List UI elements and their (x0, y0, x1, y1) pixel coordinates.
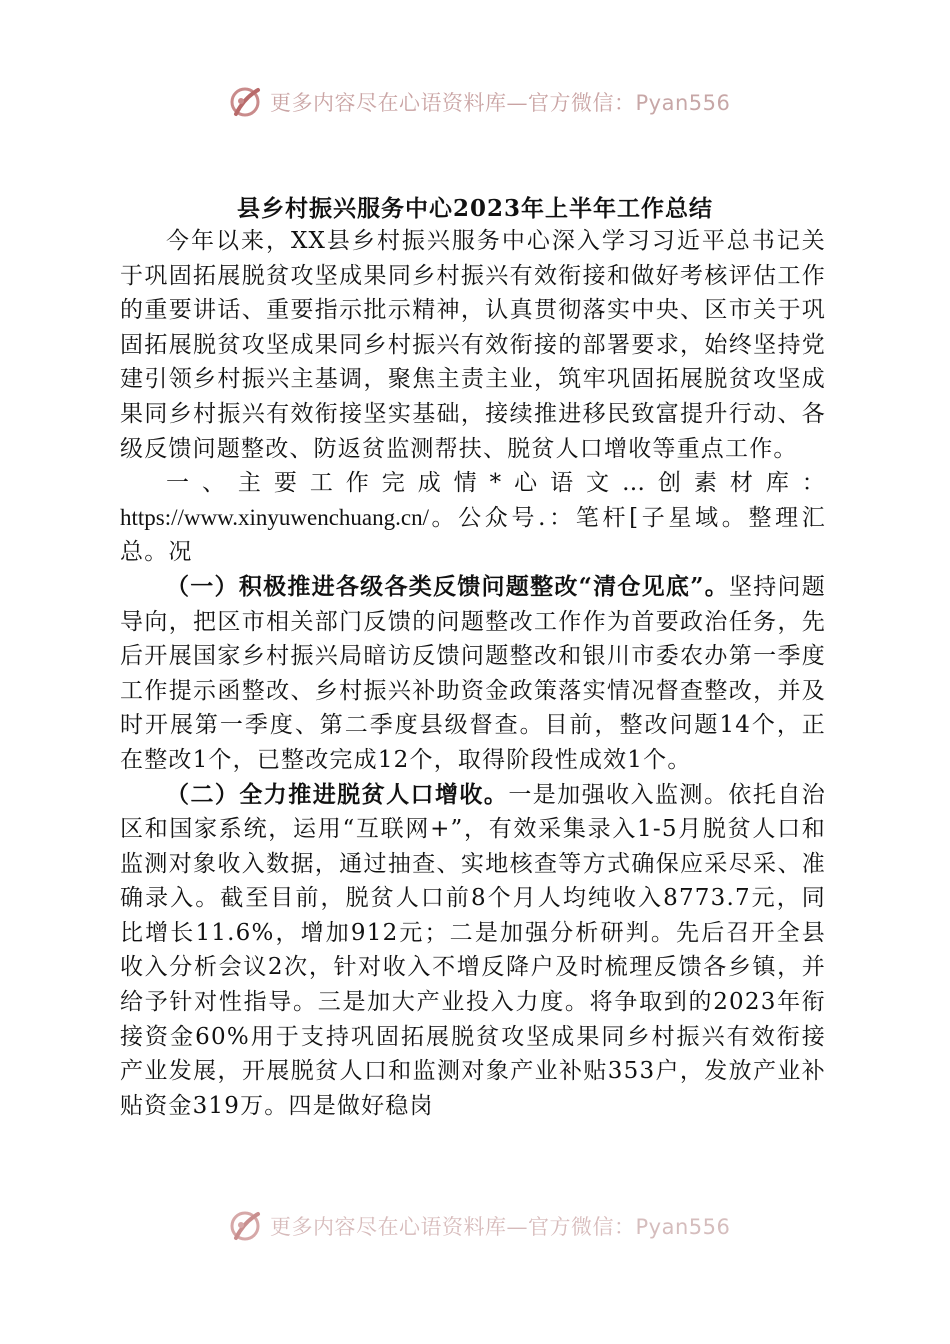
document-body (120, 224, 826, 1123)
item1-paragraph (120, 570, 826, 778)
brush-logo-icon (228, 84, 264, 120)
section-heading-paragraph: 一、主要工作完成情*心语文…创素材库：https://www.xinyuwenchuang.cn/。公众号.：笔杆[子星域。整理汇总。况 (120, 470, 826, 566)
item2-paragraph (120, 778, 826, 1124)
document-title: 县乡村振兴服务中心2023年上半年工作总结 (236, 195, 713, 222)
watermark-text: 更多内容尽在心语资料库—官方微信：Pyan556 (270, 1215, 731, 1239)
item1-heading: （一）积极推进各级各类反馈问题整改“清仓见底”。 (166, 572, 729, 600)
website-url: https://www.xinyuwenchuang.cn/ (120, 504, 429, 530)
item2-body: 一是加强收入监测。依托自治区和国家系统，运用“互联网+”，有效采集录入1-5月脱贫人口和监测对象收入数据，通过抽查、实地核查等方式确保应采尽采、准确录入。截至目前，脱贫人口前8个月人均纯收入8773.7元，同比增长11.6%，增加912元；二是加强分析研判。先后召开全县收入分析会议2次，针对收入不增反降户及时梳理反馈各乡镇，并给予针对性指导。三是加大产业投入力度。将争取到的2023年衔接资金60%用于支持巩固拓展脱贫攻坚成果同乡村振兴有效衔接产业发展，开展脱贫人口和监测对象产业补贴353户，发放产业补贴资金319万。四是做好稳岗 (120, 781, 826, 1119)
brush-logo-icon (228, 1208, 264, 1244)
item1-body: 坚持问题导向，把区市相关部门反馈的问题整改工作作为首要政治任务，先后开展国家乡村振兴局暗访反馈问题整改和银川市委农办第一季度工作提示函整改、乡村振兴补助资金政策落实情况督查整改，并及时开展第一季度、第二季度县级督查。目前，整改问题14个，正在整改1个，已整改完成12个，取得阶段性成效1个。 (120, 573, 826, 773)
item2-heading: （二）全力推进脱贫人口增收。 (166, 780, 509, 808)
watermark-banner-top (228, 82, 731, 122)
intro-paragraph: 今年以来，XX县乡村振兴服务中心深入学习习近平总书记关于巩固拓展脱贫攻坚成果同乡村振兴有效衔接和做好考核评估工作的重要讲话、重要指示批示精神，认真贯彻落实中央、区市关于巩固拓展脱贫攻坚成果同乡村振兴有效衔接的部署要求，始终坚持党建引领乡村振兴主基调，聚焦主责主业，筑牢巩固拓展脱贫攻坚成果同乡村振兴有效衔接坚实基础，接续推进移民致富提升行动、各级反馈问题整改、防返贫监测帮扶、脱贫人口增收等重点工作。 (120, 228, 826, 462)
watermark-text: 更多内容尽在心语资料库—官方微信：Pyan556 (270, 91, 731, 115)
watermark-banner-bottom (228, 1206, 731, 1246)
